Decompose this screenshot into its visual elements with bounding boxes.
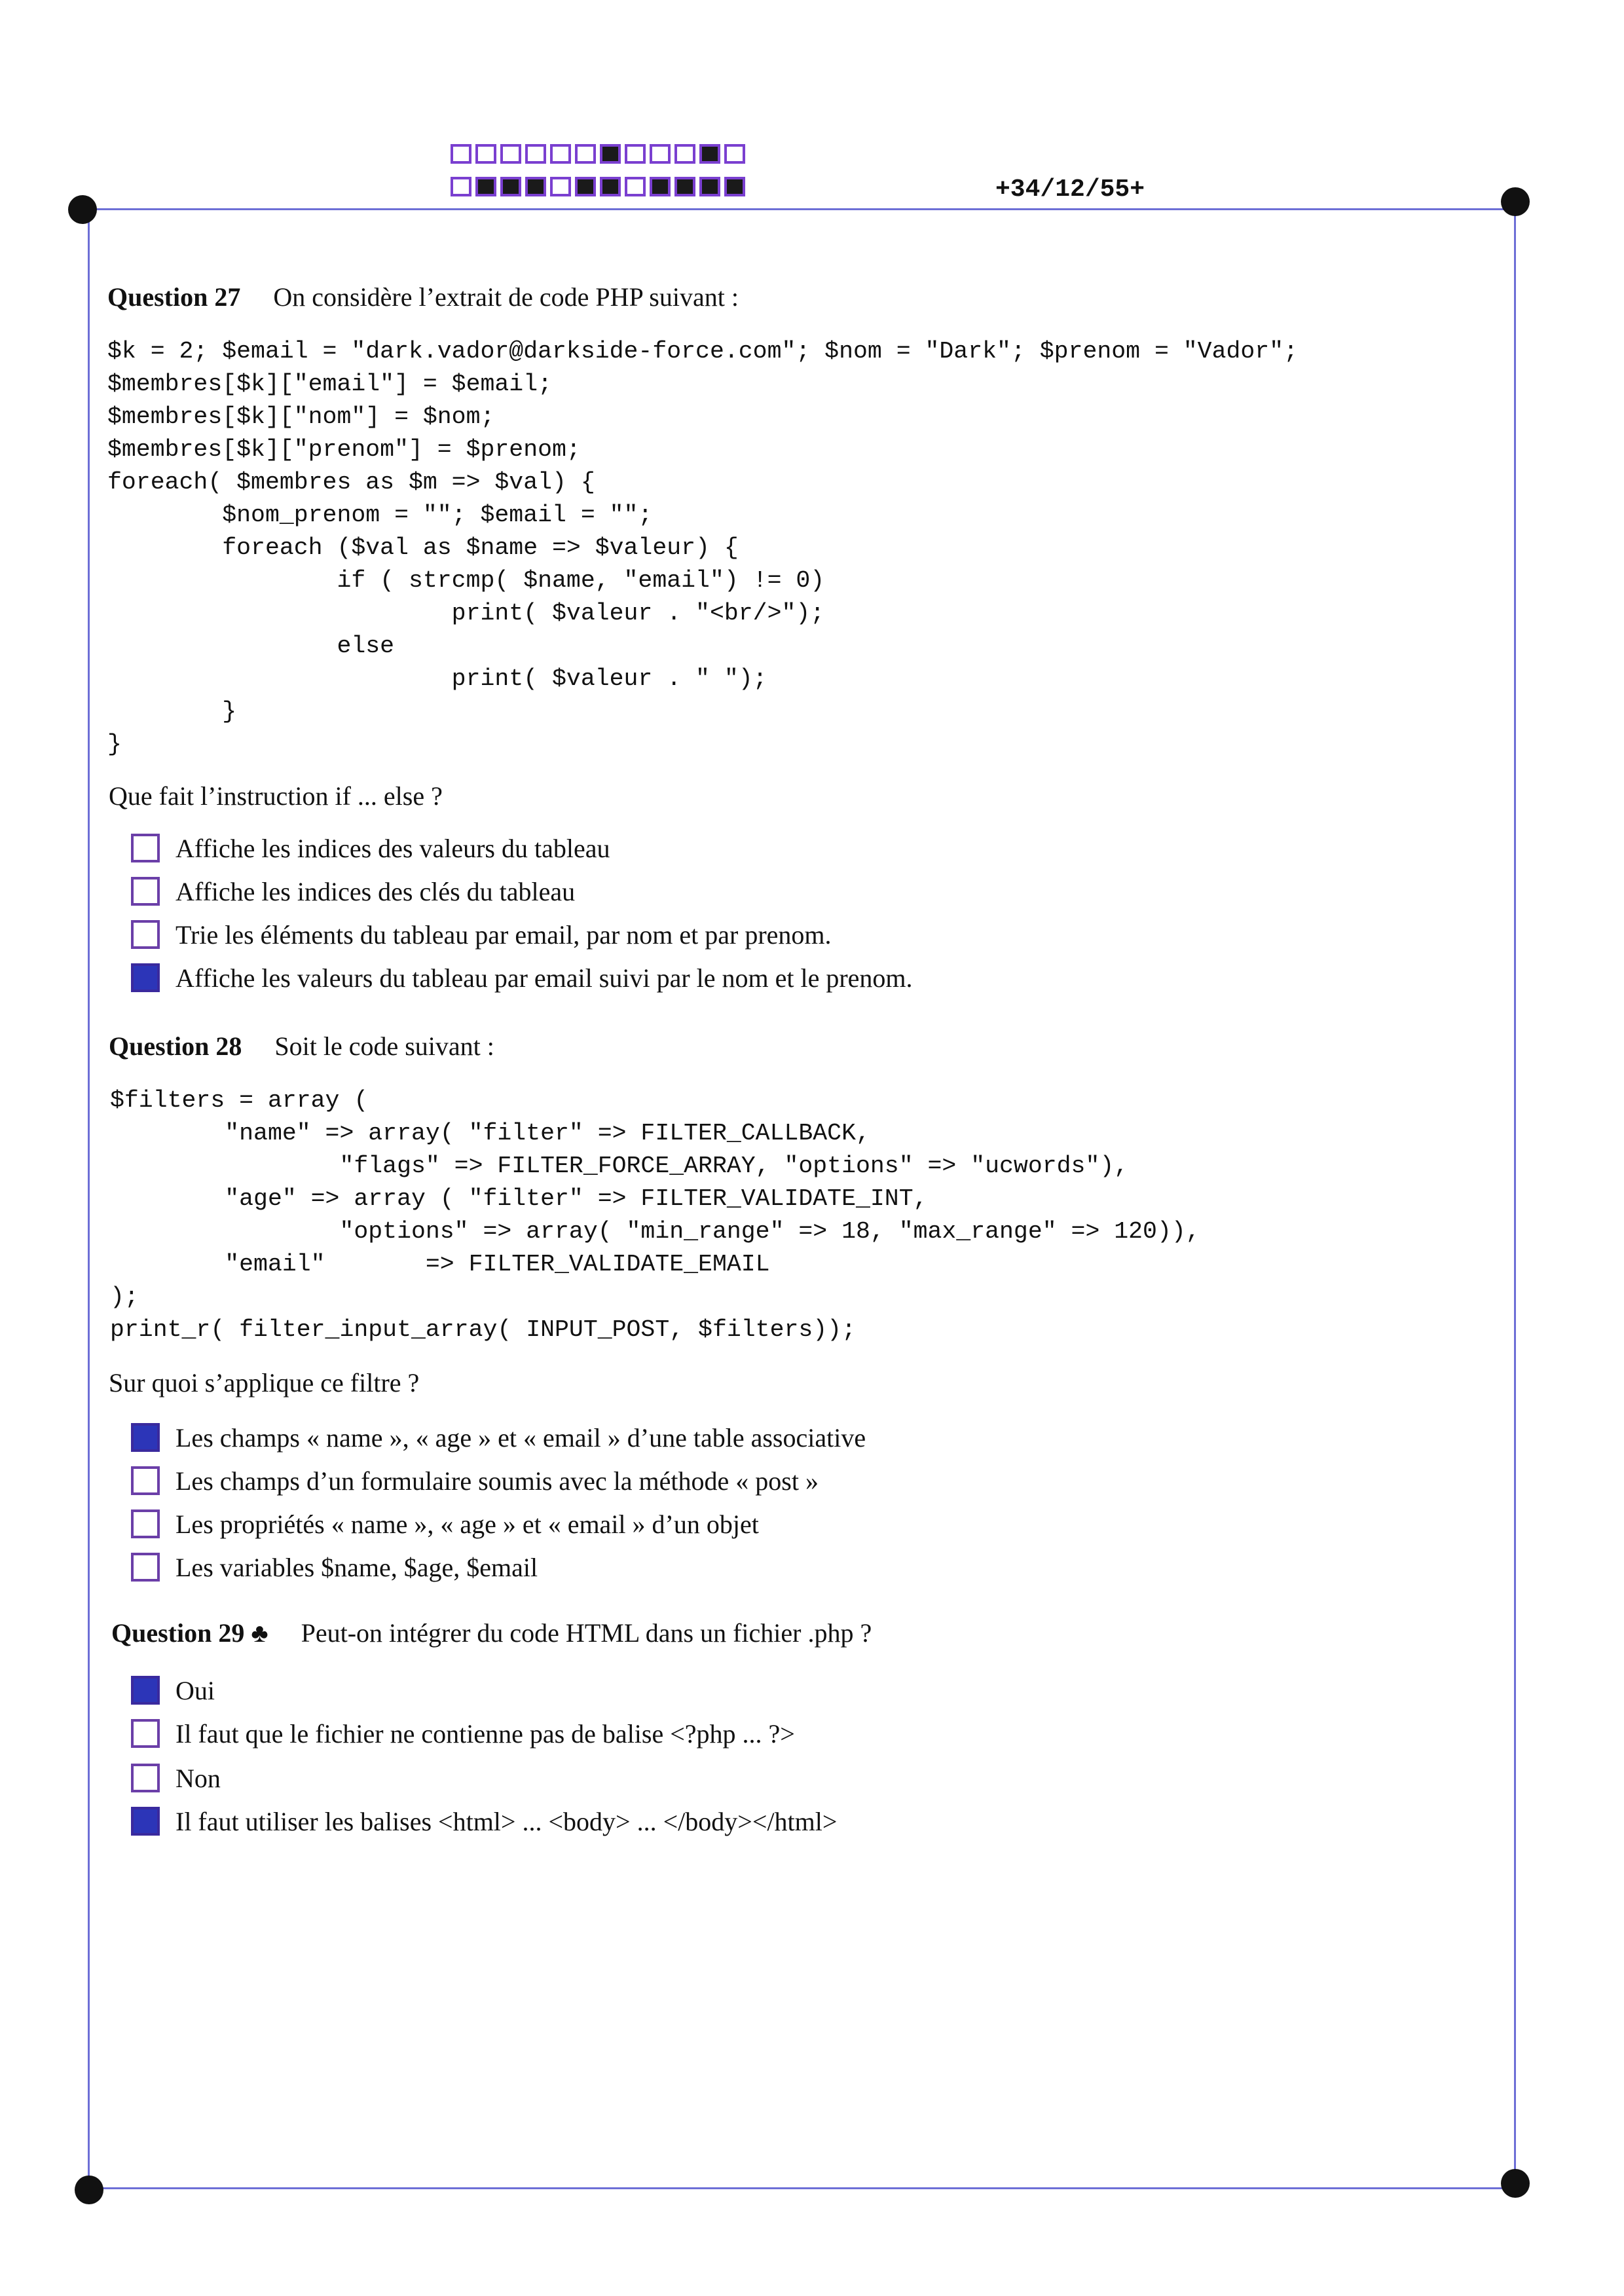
answer-label: Les champs « name », « age » et « email » d’une table associative (175, 1422, 866, 1453)
id-cell (674, 144, 695, 164)
answer-option[interactable] (131, 1421, 866, 1454)
question-29-header (111, 1618, 872, 1648)
answer-option[interactable] (131, 1464, 819, 1497)
id-cell (451, 144, 471, 164)
answer-label: Les champs d’un formulaire soumis avec la méthode « post » (175, 1466, 819, 1496)
question-number: Question 28 (109, 1031, 242, 1061)
answer-checkbox[interactable] (131, 963, 160, 992)
answer-checkbox[interactable] (131, 920, 160, 949)
answer-checkbox[interactable] (131, 834, 160, 862)
id-cell (550, 144, 571, 164)
answer-option[interactable] (131, 1805, 837, 1838)
question-27-code: $k = 2; $email = "dark.vador@darkside-force.com"; $nom = "Dark"; $prenom = "Vador"; $membres[$k]["email"] = $email; $membres[$k]["nom"] = $nom; $membres[$k]["prenom"] = $prenom; foreach( $membres as $m => $val) { $nom_prenom = ""; $email = ""; foreach ($val as $name => $valeur) { if ( strcmp( $name, "email") != 0) print( $valeur . "<br/>"); else print( $valeur . " "); } } (107, 338, 1298, 758)
id-cell (625, 177, 646, 196)
question-28-header (109, 1031, 494, 1062)
id-cell (451, 177, 471, 196)
id-cell (625, 144, 646, 164)
answer-option[interactable] (131, 1674, 215, 1707)
answer-label: Oui (175, 1675, 215, 1705)
id-cell (475, 144, 496, 164)
id-cell (525, 177, 546, 196)
answer-option[interactable] (131, 961, 913, 994)
question-27-prompt: Que fait l’instruction if ... else ? (109, 781, 443, 811)
answer-label: Il faut utiliser les balises <html> ... <body> ... </body></html> (175, 1806, 838, 1836)
frame-bottom (88, 2187, 1515, 2189)
frame-right (1514, 208, 1516, 2189)
answer-label: Affiche les indices des valeurs du tableau (175, 833, 610, 863)
registration-mark-top-right (1501, 187, 1530, 216)
answer-option[interactable] (131, 1551, 538, 1583)
answer-checkbox[interactable] (131, 1423, 160, 1452)
frame-left (88, 208, 90, 2189)
id-code-row-2 (451, 177, 745, 196)
id-cell (724, 144, 745, 164)
answer-checkbox[interactable] (131, 1807, 160, 1836)
answer-label: Affiche les valeurs du tableau par email suivi par le nom et le prenom. (175, 963, 913, 993)
id-cell (500, 144, 521, 164)
answer-label: Affiche les indices des clés du tableau (175, 876, 576, 906)
answer-checkbox[interactable] (131, 1466, 160, 1495)
answer-label: Trie les éléments du tableau par email, par nom et par prenom. (175, 919, 832, 950)
id-cell (575, 177, 596, 196)
answer-checkbox[interactable] (131, 1509, 160, 1538)
id-cell (724, 177, 745, 196)
answer-label: Les variables $name, $age, $email (175, 1552, 538, 1582)
question-number: Question 29 ♣ (111, 1618, 268, 1648)
answer-checkbox[interactable] (131, 1764, 160, 1792)
question-27-header (107, 282, 739, 312)
answer-option[interactable] (131, 1762, 221, 1794)
answer-option[interactable] (131, 832, 610, 864)
id-cell (475, 177, 496, 196)
answer-label: Il faut que le fichier ne contienne pas de balise <?php ... ?> (175, 1718, 795, 1749)
question-title: On considère l’extrait de code PHP suivant : (273, 282, 739, 312)
id-cell (600, 144, 621, 164)
id-cell (525, 144, 546, 164)
id-cell (699, 144, 720, 164)
question-28-code: $filters = array ( "name" => array( "filter" => FILTER_CALLBACK, "flags" => FILTER_FORCE_ARRAY, "options" => "ucwords"), "age" => array ( "filter" => FILTER_VALIDATE_INT, "options" => array( "min_range" => 18, "max_range" => 120)), "email" => FILTER_VALIDATE_EMAIL ); print_r( filter_input_array( INPUT_POST, $filters)); (110, 1087, 1200, 1343)
answer-label: Non (175, 1763, 221, 1793)
id-cell (674, 177, 695, 196)
id-code-row-1 (451, 144, 745, 164)
registration-mark-top-left (68, 195, 97, 224)
id-cell (699, 177, 720, 196)
answer-option[interactable] (131, 918, 832, 951)
answer-option[interactable] (131, 875, 575, 908)
question-28-prompt: Sur quoi s’applique ce filtre ? (109, 1368, 420, 1398)
id-cell (575, 144, 596, 164)
question-title: Peut-on intégrer du code HTML dans un fichier .php ? (301, 1618, 872, 1648)
id-cell (550, 177, 571, 196)
answer-checkbox[interactable] (131, 1719, 160, 1748)
sheet-code: +34/12/55+ (995, 176, 1145, 204)
registration-mark-bottom-right (1501, 2169, 1530, 2198)
id-cell (500, 177, 521, 196)
frame-top (88, 208, 1515, 210)
id-cell (600, 177, 621, 196)
answer-label: Les propriétés « name », « age » et « email » d’un objet (175, 1509, 759, 1539)
question-number: Question 27 (107, 282, 241, 312)
registration-mark-bottom-left (75, 2176, 103, 2204)
answer-checkbox[interactable] (131, 877, 160, 906)
answer-checkbox[interactable] (131, 1553, 160, 1582)
answer-checkbox[interactable] (131, 1676, 160, 1705)
answer-option[interactable] (131, 1717, 795, 1750)
id-cell (650, 177, 671, 196)
answer-option[interactable] (131, 1508, 759, 1540)
id-cell (650, 144, 671, 164)
question-title: Soit le code suivant : (274, 1031, 494, 1061)
